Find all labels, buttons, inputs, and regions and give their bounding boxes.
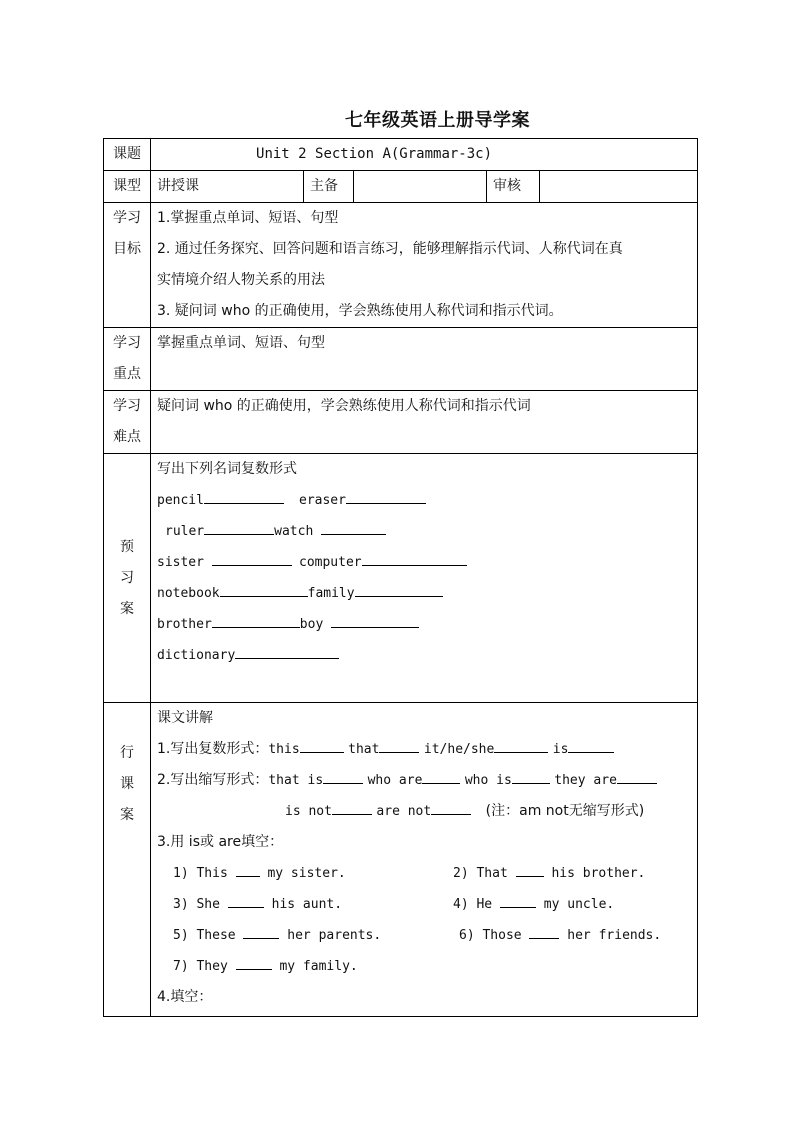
answer-blank[interactable]: [212, 548, 292, 566]
key-points-label: 学习 重点: [104, 328, 151, 391]
answer-blank[interactable]: [236, 859, 260, 877]
lesson-label: 行 课 案: [104, 703, 151, 1017]
question-4-heading: 4.填空：: [157, 989, 213, 1005]
key-points-row: [104, 328, 698, 391]
topic-label: 课题: [104, 139, 151, 171]
answer-blank[interactable]: [332, 797, 372, 815]
preview-line: [157, 547, 697, 578]
key-points-content: 掌握重点单词、短语、句型: [151, 328, 698, 391]
preview-word: sister: [157, 555, 204, 570]
answer-blank[interactable]: [355, 579, 443, 597]
objectives-content: [151, 203, 698, 328]
objectives-row: [104, 203, 698, 328]
answer-blank[interactable]: [321, 517, 386, 535]
answer-blank[interactable]: [323, 766, 363, 784]
type-row: [104, 171, 698, 203]
answer-blank[interactable]: [422, 766, 460, 784]
answer-blank[interactable]: [243, 921, 279, 939]
question-2: 2.写出缩写形式：that is who are who is they are: [157, 765, 697, 796]
lead-label: 主备: [304, 171, 354, 203]
note: (注：am not无缩写形式): [485, 803, 645, 819]
answer-blank[interactable]: [379, 735, 419, 753]
review-label: 审核: [487, 171, 540, 203]
preview-word: dictionary: [157, 648, 236, 663]
answer-blank[interactable]: [617, 766, 657, 784]
preview-line: [157, 485, 697, 516]
q3-row: 3) She his aunt. 4) He my uncle.: [157, 889, 697, 920]
answer-blank[interactable]: [220, 579, 308, 597]
preview-word: boy: [299, 617, 324, 632]
preview-word: brother: [157, 617, 212, 632]
lesson-heading: 课文讲解: [157, 710, 213, 726]
answer-blank[interactable]: [512, 766, 550, 784]
answer-blank[interactable]: [235, 641, 339, 659]
preview-row: [104, 454, 698, 703]
lesson-plan-table: [103, 138, 698, 1017]
q3-row: 1) This my sister. 2) That his brother.: [157, 858, 697, 889]
lesson-content: [151, 703, 698, 1017]
q3-row: 5) These her parents. 6) Those her friends.: [157, 920, 697, 951]
answer-blank[interactable]: [346, 486, 426, 504]
objectives-label: 学习 目标: [104, 203, 151, 328]
answer-blank[interactable]: [204, 486, 284, 504]
difficulties-row: [104, 391, 698, 454]
page-title: 七年级英语上册导学案: [345, 110, 530, 131]
answer-blank[interactable]: [212, 610, 300, 628]
answer-blank[interactable]: [500, 890, 536, 908]
difficulties-label: 学习 难点: [104, 391, 151, 454]
type-value: 讲授课: [151, 171, 304, 203]
review-value: [540, 171, 698, 203]
answer-blank[interactable]: [300, 735, 344, 753]
preview-line: [157, 516, 697, 547]
objective-line: 实情境介绍人物关系的用法: [157, 272, 325, 288]
preview-word: eraser: [299, 493, 346, 508]
q3-row: 7) They my family.: [157, 951, 697, 982]
preview-content: [151, 454, 698, 703]
preview-word: pencil: [157, 493, 204, 508]
difficulties-content: 疑问词 who 的正确使用，学会熟练使用人称代词和指示代词: [151, 391, 698, 454]
preview-word: family: [307, 586, 355, 601]
preview-word: notebook: [157, 586, 220, 601]
preview-label: 预 习 案: [104, 454, 151, 703]
answer-blank[interactable]: [331, 610, 419, 628]
answer-blank[interactable]: [494, 735, 548, 753]
objective-line: 1.掌握重点单词、短语、句型: [157, 210, 339, 226]
answer-blank[interactable]: [228, 890, 264, 908]
question-3-heading: 3.用 is或 are填空：: [157, 834, 284, 850]
answer-blank[interactable]: [568, 735, 614, 753]
objective-line: 3. 疑问词 who 的正确使用，学会熟练使用人称代词和指示代词。: [157, 303, 563, 319]
type-label: 课型: [104, 171, 151, 203]
topic-row: [104, 139, 698, 171]
preview-word: ruler: [165, 524, 205, 539]
lesson-row: [104, 703, 698, 1017]
answer-blank[interactable]: [362, 548, 467, 566]
answer-blank[interactable]: [204, 517, 274, 535]
question-1: 1.写出复数形式：this that it/he/she is: [157, 734, 697, 765]
preview-word: computer: [299, 555, 362, 570]
answer-blank[interactable]: [236, 952, 272, 970]
preview-word: watch: [274, 524, 314, 539]
question-2-cont: is not are not (注：am not无缩写形式): [157, 796, 697, 827]
topic-value: Unit 2 Section A(Grammar-3c): [151, 139, 698, 171]
answer-blank[interactable]: [516, 859, 544, 877]
preview-line: [157, 578, 697, 609]
lead-value: [354, 171, 487, 203]
answer-blank[interactable]: [431, 797, 471, 815]
preview-heading: 写出下列名词复数形式: [157, 461, 297, 477]
answer-blank[interactable]: [529, 921, 559, 939]
objective-line: 2. 通过任务探究、回答问题和语言练习，能够理解指示代词、人称代词在真: [157, 241, 623, 257]
preview-line: [157, 609, 697, 640]
preview-line: [157, 640, 697, 671]
